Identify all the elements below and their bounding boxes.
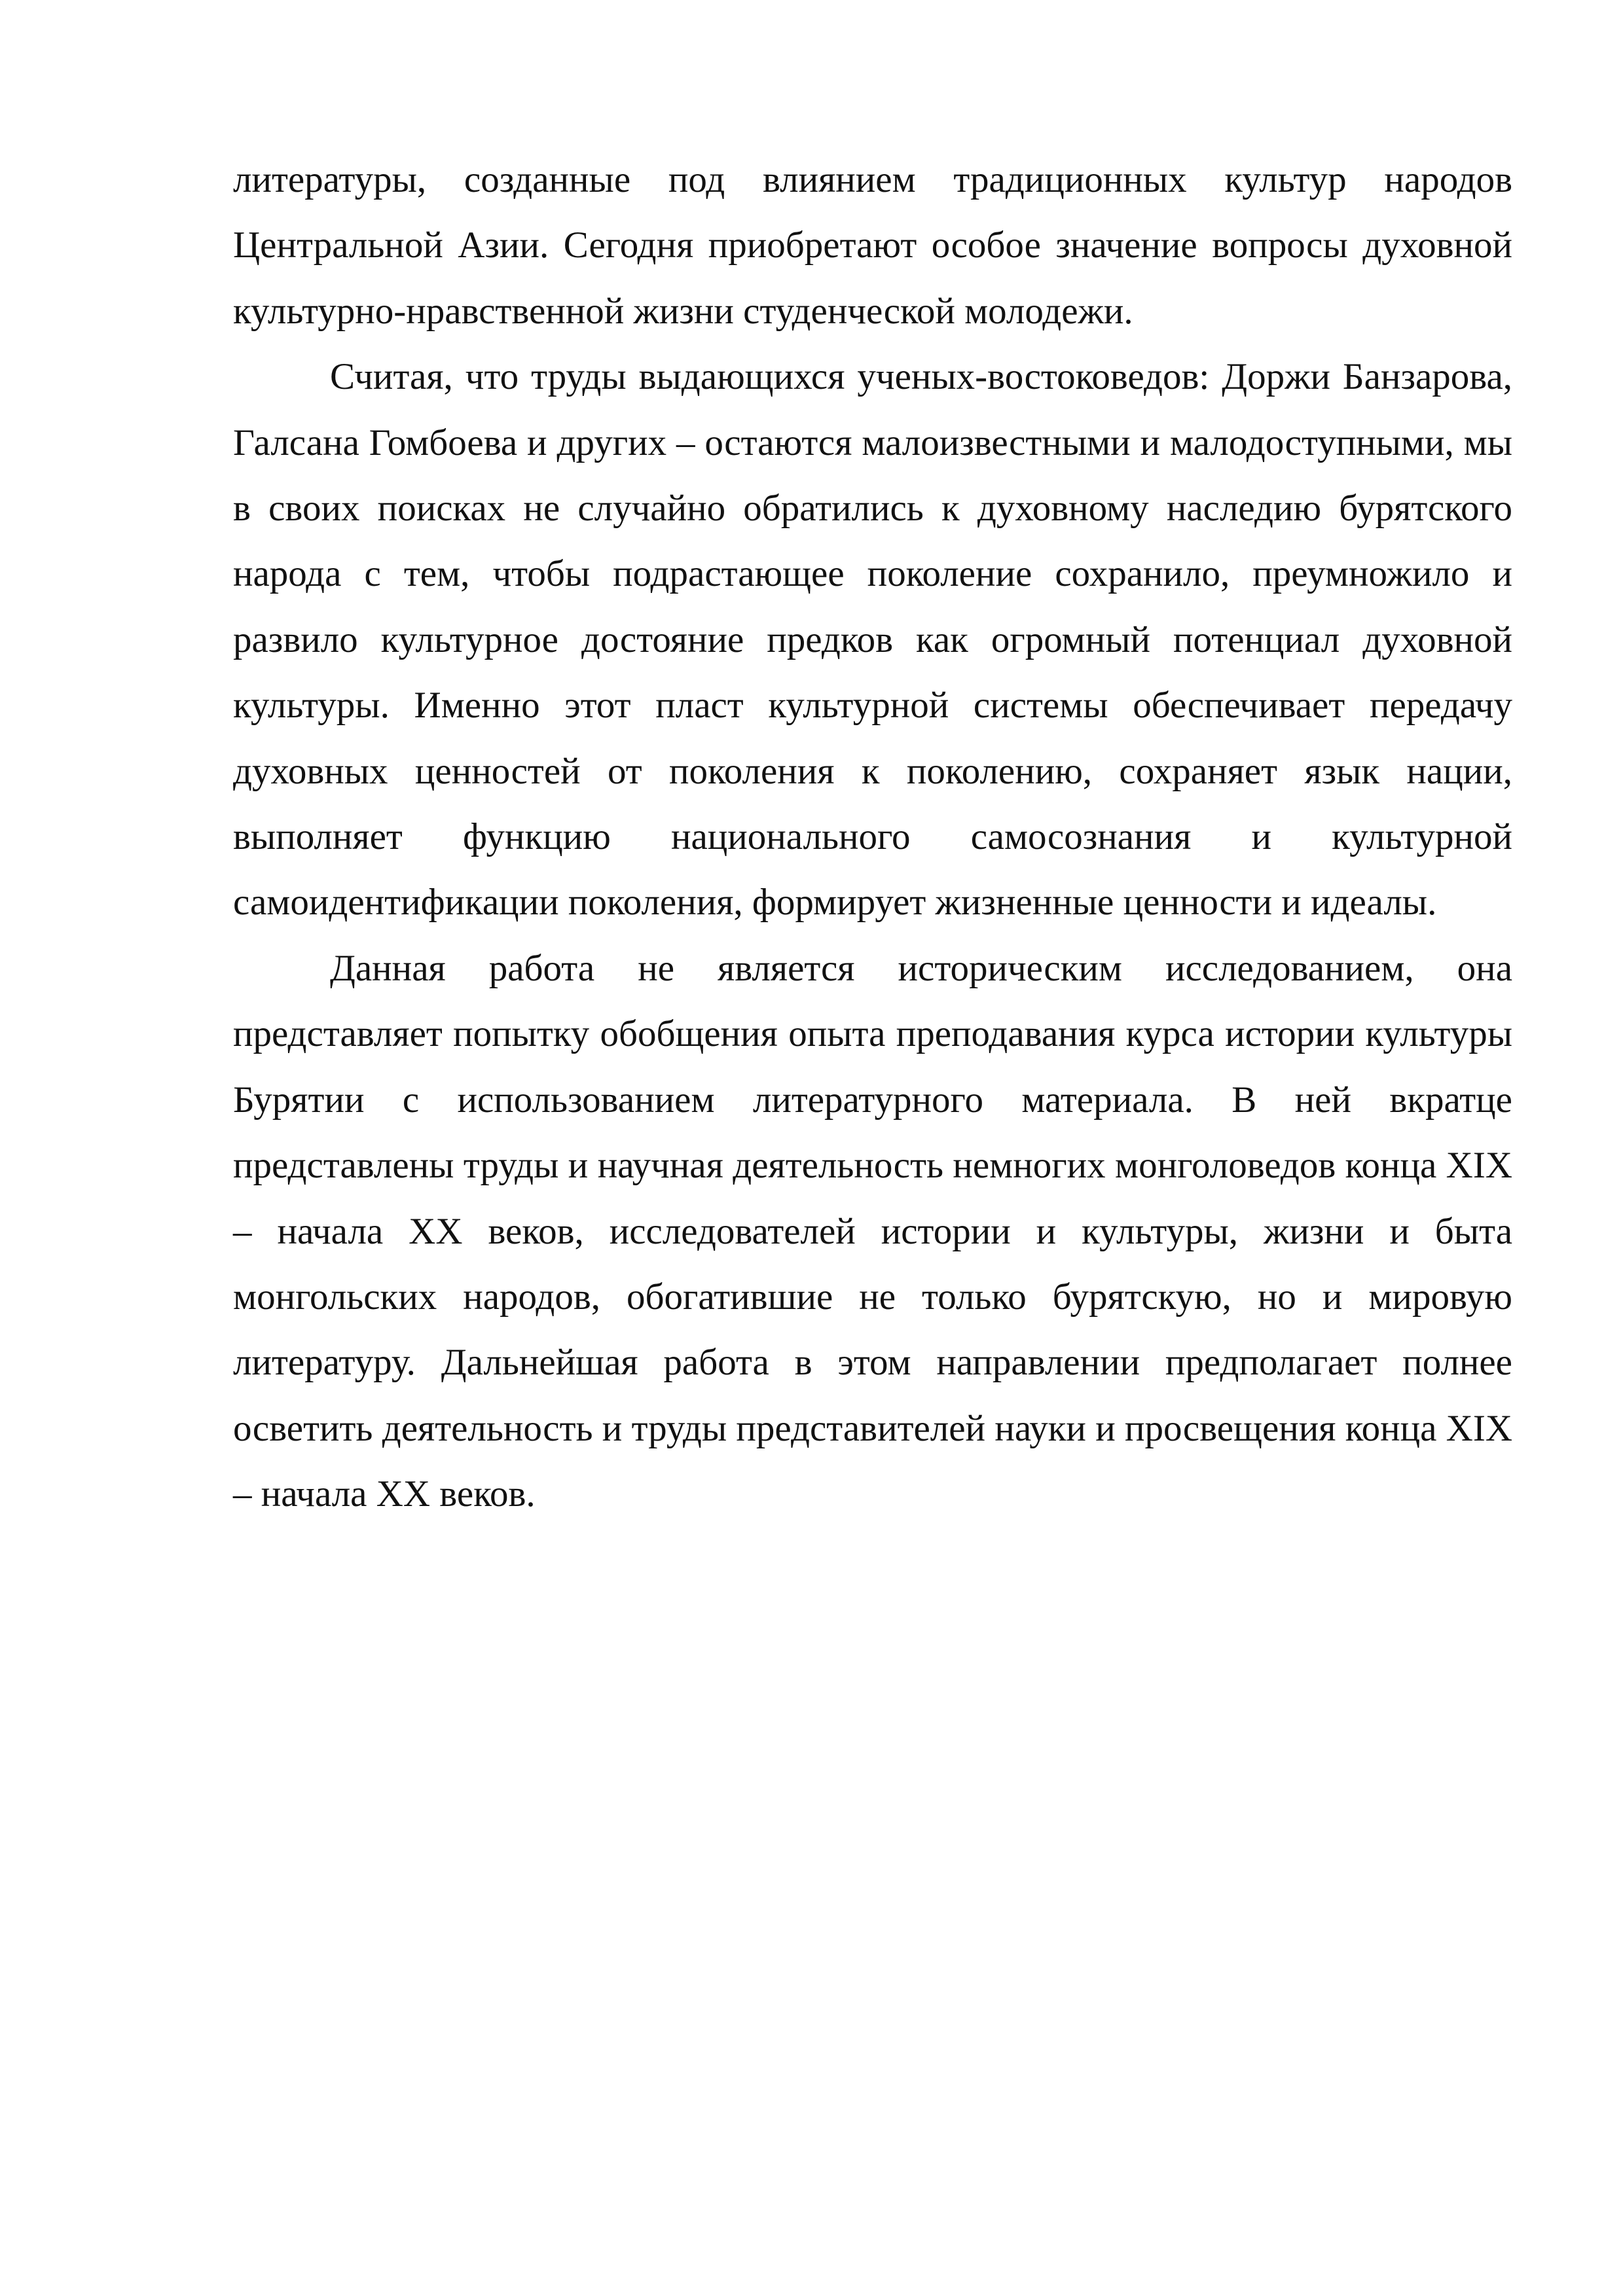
paragraph-3: Данная работа не является историческим исследованием, она представляет попытку обобщения опыта преподавания курса истории культуры Бурятии с использованием литературного материала. В ней вкратце представлены труды и научная деятельность немногих монголоведов конца XIX – начала XX веков, исследователей истории и культуры, жизни и быта монгольских народов, обогатившие не только бурятскую, но и мировую литературу. Дальнейшая работа в этом направлении предполагает полнее осветить деятельность и труды представителей науки и просвещения конца XIX – начала XX веков. bbox=[233, 947, 1512, 1515]
body-text bbox=[233, 147, 1512, 1528]
paragraph-1: литературы, созданные под влиянием традиционных культур народов Центральной Азии. Сегодня приобретают особое значение вопросы духовной культурно-нравственной жизни студенческой молодежи. bbox=[233, 159, 1512, 332]
paragraph-2: Считая, что труды выдающихся ученых-востоковедов: Доржи Банзарова, Галсана Гомбоева и других – остаются малоизвестными и малодоступными, мы в своих поисках не случайно обратились к духовному наследию бурятского народа с тем, чтобы подрастающее поколение сохранило, преумножило и развило культурное достояние предков как огромный потенциал духовной культуры. Именно этот пласт культурной системы обеспечивает передачу духовных ценностей от поколения к поколению, сохраняет язык нации, выполняет функцию национального самосознания и культурной самоидентификации поколения, формирует жизненные ценности и идеалы. bbox=[233, 356, 1512, 924]
